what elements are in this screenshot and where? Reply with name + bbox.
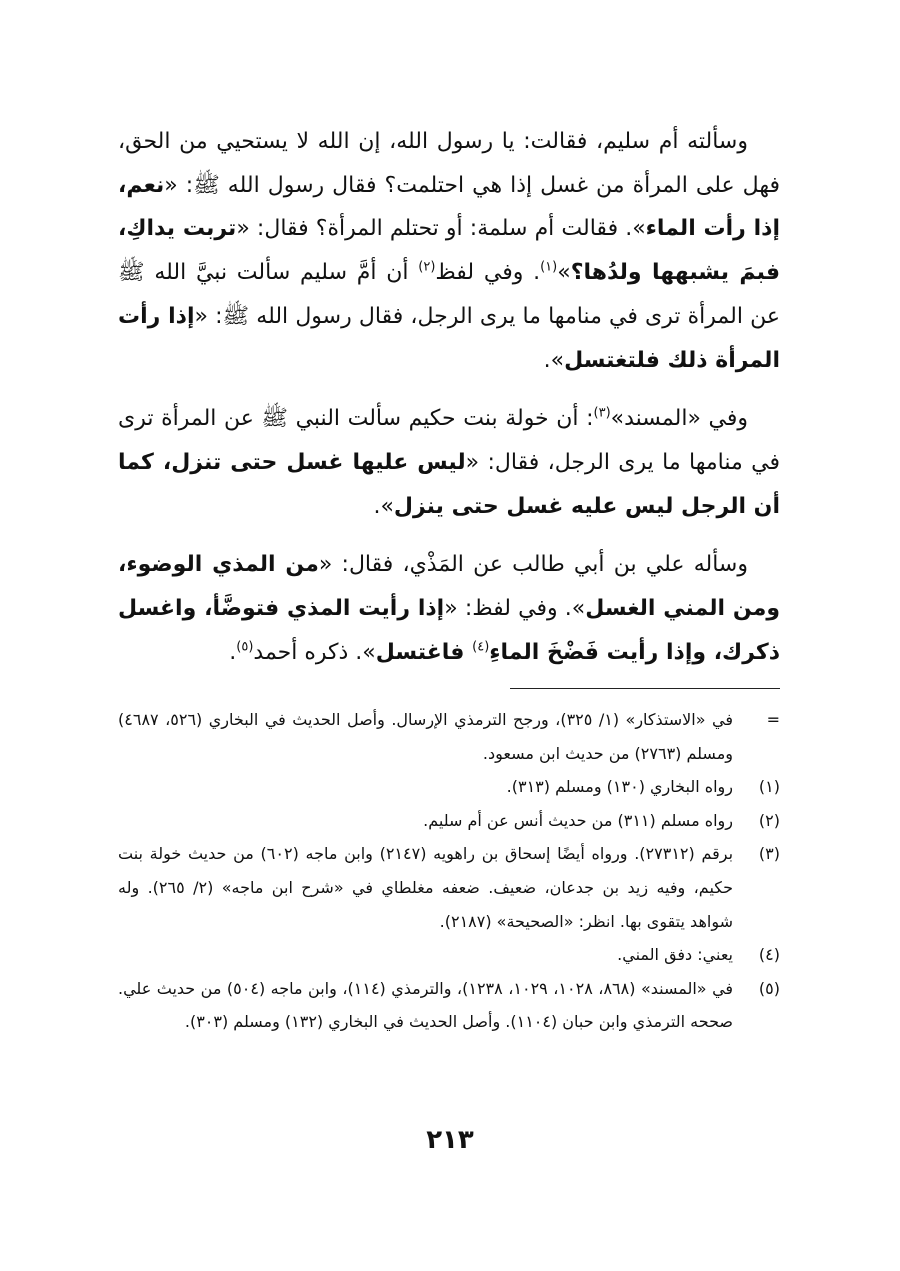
footnote-marker: (٥)	[758, 978, 780, 998]
hadith-quote: فاغتسل	[375, 639, 473, 665]
footnote-text: رواه البخاري (١٣٠) ومسلم (٣١٣).	[506, 777, 733, 797]
footnote-ref-4: (٤)	[472, 639, 490, 655]
footnote-separator	[510, 688, 780, 689]
hadith-quote: إذا رأت المرأة ذلك فلتغتسل	[118, 303, 780, 373]
footnote-2	[118, 804, 780, 838]
footnote-ref-3: (٣)	[593, 405, 611, 421]
footnote-5	[118, 972, 780, 1039]
footnote-marker: (٣)	[758, 844, 780, 864]
text-run: أن أمَّ سليم سألت نبيَّ الله ﷺ عن المرأة ترى في منامها ما يرى الرجل، فقال رسول الله ﷺ: «	[118, 260, 780, 329]
footnote-text: في «المسند» (٨٦٨، ١٠٢٨، ١٠٢٩، ١٢٣٨)، والترمذي (١١٤)، وابن ماجه (٥٠٤) من حديث علي. صححه الترمذي وابن حبان (١١٠٤). وأصل الحديث في البخاري (١٣٢) ومسلم (٣٠٣).	[118, 978, 734, 1032]
text-run: وسألته أم سليم، فقالت: يا رسول الله، إن الله لا يستحيي من الحق، فهل على المرأة من غسل إذا هي احتلمت؟ فقال رسول الله ﷺ: «	[118, 129, 780, 198]
footnote-marker: (١)	[758, 777, 780, 797]
text-run: ».	[543, 347, 565, 373]
footnotes	[118, 703, 780, 1039]
text-run: ». فقالت أم سلمة: أو تحتلم المرأة؟ فقال: «	[236, 216, 646, 242]
text-run: وفي «المسند»	[610, 406, 748, 432]
page-number: ٢١٣	[426, 1125, 474, 1155]
footnote-3	[118, 837, 780, 938]
paragraph-3	[118, 543, 780, 674]
footnote-text: يعني: دفق المني.	[617, 945, 733, 965]
hadith-quote: من المذي الوضوء، ومن المني الغسل	[118, 552, 781, 622]
hadith-quote: تربت يداكِ، فبمَ يشبهها ولدُها؟	[118, 216, 781, 286]
footnote-marker: (٢)	[758, 810, 780, 830]
text-run: ».	[373, 493, 394, 519]
footnote-marker: (٤)	[758, 945, 780, 965]
footnote-4	[118, 938, 780, 972]
text-run: : أن خولة بنت حكيم سألت النبي ﷺ عن المرأة ترى في منامها ما يرى الرجل، فقال: «	[118, 406, 781, 475]
text-run: »	[557, 260, 571, 286]
hadith-quote: ليس عليها غسل حتى تنزل، كما أن الرجل ليس عليه غسل حتى ينزل	[118, 449, 780, 519]
paragraph-2	[118, 397, 780, 528]
footnote-ref-2: (٢)	[418, 259, 436, 275]
footnote-1	[118, 770, 780, 804]
hadith-quote: إذا رأيت المذي فتوضَّأ، واغسل ذكرك، وإذا رأيت فَضْخَ الماءِ	[118, 596, 780, 665]
text-run: ». ذكره أحمد	[253, 639, 376, 665]
footnote-ref-5: (٥)	[236, 639, 254, 655]
hadith-quote: نعم، إذا رأت الماء	[118, 172, 781, 242]
footnote-ref-1: (١)	[540, 259, 558, 275]
text-run: ». وفي لفظ: «	[444, 596, 586, 622]
text-run: وسأله علي بن أبي طالب عن المَذْي، فقال: «	[318, 552, 748, 578]
main-text	[118, 120, 780, 689]
footnote-marker: =	[766, 710, 780, 729]
text-run: . وفي لفظ	[435, 260, 541, 286]
footnote-text: في «الاستذكار» (١/ ٣٢٥)، ورجح الترمذي الإرسال. وأصل الحديث في البخاري (٥٢٦، ٤٦٨٧) ومسلم (٢٧٦٣) من حديث ابن مسعود.	[118, 710, 733, 763]
footnote-continued	[118, 703, 780, 770]
footnote-text: برقم (٢٧٣١٢). ورواه أيضًا إسحاق بن راهويه (٢١٤٧) وابن ماجه (٦٠٢) من حديث خولة بنت حكيم، وفيه زيد بن جدعان، ضعيف. ضعفه مغلطاي في «شرح ابن ماجه» (٢/ ٢٦٥). وله شواهد يتقوى بها. انظر: «الصحيحة» (٢١٨٧).	[118, 844, 734, 931]
paragraph-1	[118, 120, 780, 382]
footnote-text: رواه مسلم (٣١١) من حديث أنس عن أم سليم.	[423, 810, 733, 830]
text-run: .	[229, 639, 237, 665]
